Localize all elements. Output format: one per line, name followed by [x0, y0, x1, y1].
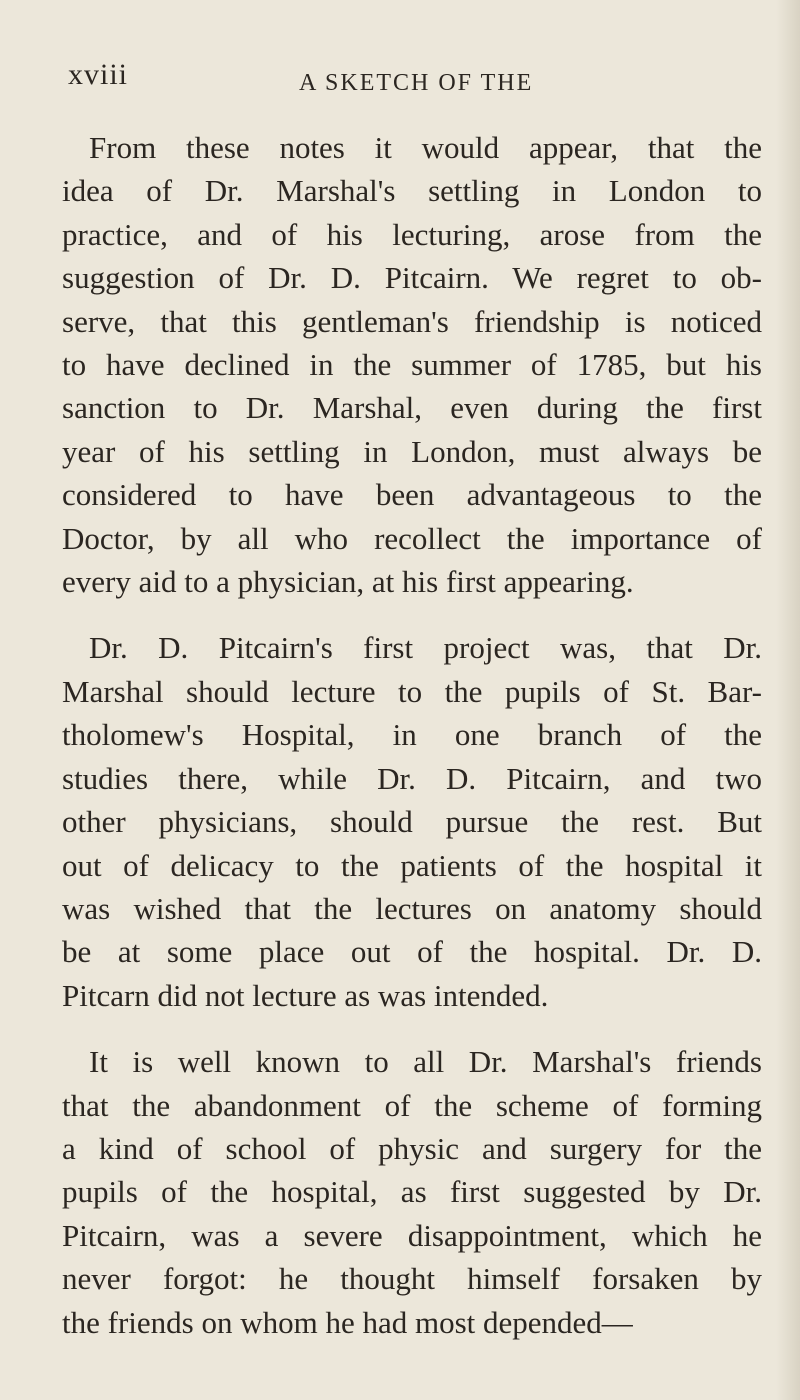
text-line: year of his settling in London, must always be	[62, 433, 762, 469]
text-line: to have declined in the summer of 1785, but his	[62, 347, 762, 383]
page-edge-shadow	[776, 0, 800, 1400]
text-line: serve, that this gentleman's friendship is noticed	[62, 303, 762, 339]
text-line: other physicians, should pursue the rest. But	[62, 804, 762, 840]
text-line: never forgot: he thought himself forsaken by	[62, 1261, 762, 1297]
text-line: pupils of the hospital, as first suggested by Dr.	[62, 1174, 762, 1210]
text-line: Pitcarn did not lecture as was intended.	[62, 977, 549, 1013]
paragraph-3	[62, 1040, 762, 1344]
text-line: Doctor, by all who recollect the importance of	[62, 520, 762, 556]
text-line: every aid to a physician, at his first appearing.	[62, 564, 634, 600]
running-head: A SKETCH OF THE	[299, 70, 534, 96]
text-line: considered to have been advantageous to the	[62, 477, 762, 513]
text-line: suggestion of Dr. D. Pitcairn. We regret to ob-	[62, 260, 762, 296]
text-line: Pitcairn, was a severe disappointment, which he	[62, 1217, 762, 1253]
text-line: a kind of school of physic and surgery for the	[62, 1130, 762, 1166]
text-line: be at some place out of the hospital. Dr. D.	[62, 934, 762, 970]
paragraph-2	[62, 626, 762, 1017]
text-line: the friends on whom he had most depended—	[62, 1304, 633, 1340]
text-line: sanction to Dr. Marshal, even during the first	[62, 390, 762, 426]
text-line: Dr. D. Pitcairn's first project was, that Dr.	[89, 630, 762, 666]
text-line: that the abandonment of the scheme of forming	[62, 1087, 762, 1123]
body-text	[62, 126, 762, 1344]
page-number: xviii	[68, 58, 129, 91]
page-header	[68, 58, 748, 98]
text-line: studies there, while Dr. D. Pitcairn, and two	[62, 760, 762, 796]
text-line: Marshal should lecture to the pupils of St. Bar-	[62, 673, 762, 709]
text-line: practice, and of his lecturing, arose from the	[62, 216, 762, 252]
text-line: was wished that the lectures on anatomy should	[62, 890, 762, 926]
text-line: idea of Dr. Marshal's settling in London to	[62, 173, 762, 209]
text-line: tholomew's Hospital, in one branch of the	[62, 717, 762, 753]
text-line: out of delicacy to the patients of the hospital it	[62, 847, 762, 883]
text-line: From these notes it would appear, that the	[89, 130, 762, 165]
paragraph-1	[62, 126, 762, 603]
text-line: It is well known to all Dr. Marshal's friends	[89, 1044, 762, 1080]
